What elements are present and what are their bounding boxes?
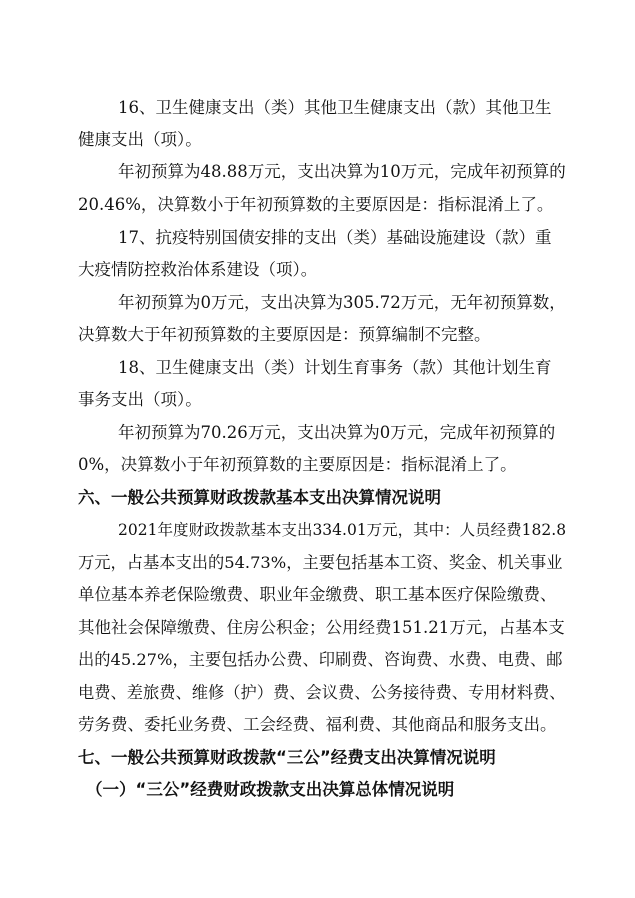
text-line: 劳务费、委托业务费、工会经费、福利费、其他商品和服务支出。 xyxy=(78,715,557,734)
text-line: 16、卫生健康支出（类）其他卫生健康支出（款）其他卫生 xyxy=(118,98,552,117)
text-line: 决算数大于年初预算数的主要原因是：预算编制不完整。 xyxy=(78,325,491,344)
text-line: 年初预算为70.26万元，支出决算为0万元，完成年初预算的 xyxy=(118,423,556,442)
text-line: 万元，占基本支出的54.73%，主要包括基本工资、奖金、机关事业 xyxy=(78,553,563,572)
subsection-heading: （一）“三公”经费财政拨款支出决算总体情况说明 xyxy=(86,780,455,799)
text-line: 出的45.27%，主要包括办公费、印刷费、咨询费、水费、电费、邮 xyxy=(78,650,563,669)
text-line: 0%，决算数小于年初预算数的主要原因是：指标混淆上了。 xyxy=(78,455,517,474)
text-line: 事务支出（项）。 xyxy=(78,390,202,409)
section-heading-6: 六、一般公共预算财政拨款基本支出决算情况说明 xyxy=(78,488,441,507)
text-line: 20.46%，决算数小于年初预算数的主要原因是：指标混淆上了。 xyxy=(78,195,554,214)
text-line: 大疫情防控救治体系建设（项）。 xyxy=(78,260,318,279)
text-line: 年初预算为48.88万元，支出决算为10万元，完成年初预算的 xyxy=(118,162,566,181)
text-line: 17、抗疫特别国债安排的支出（类）基础设施建设（款）重 xyxy=(118,228,552,247)
text-line: 单位基本养老保险缴费、职业年金缴费、职工基本医疗保险缴费、 xyxy=(78,585,557,604)
text-line: 年初预算为0万元，支出决算为305.72万元，无年初预算数， xyxy=(118,293,566,312)
text-line: 健康支出（项）。 xyxy=(78,130,202,149)
section-heading-7: 七、一般公共预算财政拨款“三公”经费支出决算情况说明 xyxy=(78,748,496,767)
text-line: 2021年度财政拨款基本支出334.01万元，其中：人员经费182.8 xyxy=(118,521,567,539)
text-line: 18、卫生健康支出（类）计划生育事务（款）其他计划生育 xyxy=(118,358,552,377)
text-line: 电费、差旅费、维修（护）费、会议费、公务接待费、专用材料费、 xyxy=(78,683,566,702)
text-line: 其他社会保障缴费、住房公积金；公用经费151.21万元，占基本支 xyxy=(78,618,565,637)
